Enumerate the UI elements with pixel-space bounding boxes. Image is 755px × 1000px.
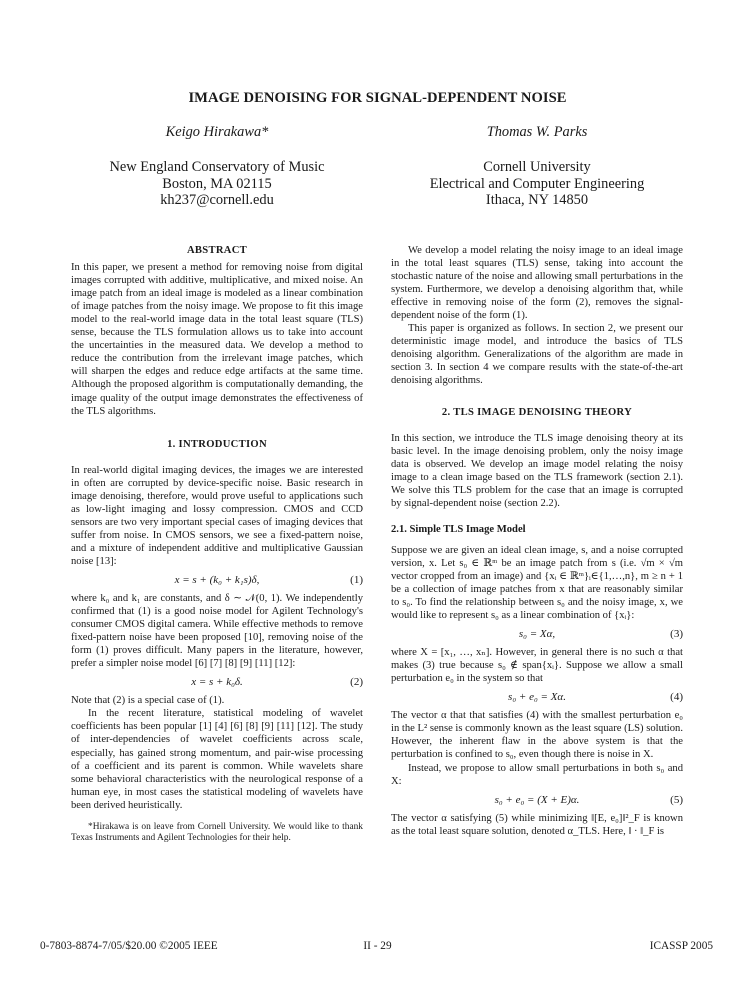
footer-page-number: II - 29 — [363, 940, 392, 952]
footer-copyright: 0-7803-8874-7/05/$20.00 ©2005 IEEE — [40, 940, 218, 952]
subsection-2-1-paragraph-3: The vector α that that satisfies (4) with the smallest perturbation e₀ in the L² sense is commonly known as the least square (LS) solution. However, the inherent flaw in the above system is that the perturbation is confined to s₀, even though there is noise in X. — [391, 710, 683, 761]
affiliation-line: Ithaca, NY 14850 — [485, 192, 589, 208]
equation-2-body: x = s + k₀δ. — [191, 676, 243, 689]
equation-4-body: s₀ + e₀ = Xα. — [508, 691, 566, 704]
author-email: kh237@cornell.edu — [160, 192, 274, 208]
affiliation-line: New England Conservatory of Music — [109, 159, 325, 175]
right-column — [391, 244, 683, 838]
equation-2 — [71, 676, 363, 689]
equation-5 — [391, 794, 683, 807]
affiliation-line: Electrical and Computer Engineering — [429, 175, 645, 192]
section-heading-introduction: 1. INTRODUCTION — [167, 438, 267, 450]
section-2-paragraph-1: In this section, we introduce the TLS image denoising theory at its basic level. In the image denoising problem, only the noisy image data is observed. We develop an image model relating the noisy image to a clean image based on the TLS framework (section 2.1). We solve this TLS problem for the case that an image is corrupted by signal-dependent noise (section 2.2). — [391, 432, 683, 509]
paper-title: IMAGE DENOISING FOR SIGNAL-DEPENDENT NOISE — [188, 90, 567, 106]
abstract-text: In this paper, we present a method for removing noise from digital images corrupted with additive, multiplicative, and mixed noise. An image patch from an ideal image is modeled as a linear combination of image patches from the noisy image. We propose to fit this image model to the real-world image data in the total least square (TLS) sense, because the TLS formulation allows us to take into account the uncertainties in the measured data. We develop a method to reduce the contribution from the irrelevant image patches, which will sharpen the edges and reduce edge artifacts at the same time. Although the proposed algorithm is computationally demanding, the image quality of the output image demonstrates the effectiveness of the TLS algorithms. — [71, 262, 363, 417]
footnote: *Hirakawa is on leave from Cornell University. We would like to thank Texas Instruments and Agilent Technologies for their help. — [71, 821, 363, 844]
intro-paragraph-3: Note that (2) is a special case of (1). — [71, 695, 225, 707]
author-affiliation-2 — [391, 159, 683, 209]
affiliation-line: Boston, MA 02115 — [162, 175, 272, 192]
equation-3 — [391, 628, 683, 641]
equation-4-number: (4) — [670, 691, 683, 704]
equation-5-body: s₀ + e₀ = (X + E)α. — [494, 793, 580, 806]
author-name-2: Thomas W. Parks — [486, 124, 588, 140]
equation-1 — [71, 574, 363, 587]
subsection-2-1-paragraph-2: where X = [x₁, …, xₙ]. However, in general there is no such α that makes (3) true because s₀ ∉ span{xᵢ}. Suppose we allow a small perturbation e₀ in the system so that — [391, 647, 683, 685]
author-name-1: Keigo Hirakawa* — [165, 124, 269, 140]
affiliation-line: Cornell University — [483, 159, 591, 175]
intro-paragraph-2: where k₀ and k₁ are constants, and δ ∼ 𝒩(0, 1). We independently confirmed that (1) is a good noise model for Agilent Technology's consumer CMOS digital camera. While effective methods to remove fixed-pattern noise have been proposed [10], removing noise of the form (1) proves difficult. Many papers in the literature, however, prefer a simpler noise model [6] [7] [8] [9] [11] [12]: — [71, 593, 363, 670]
equation-3-number: (3) — [670, 628, 683, 641]
equation-3-body: s₀ = Xα, — [518, 628, 556, 641]
equation-2-number: (2) — [350, 676, 363, 689]
author-affiliation-1 — [71, 159, 363, 209]
subsection-2-1-paragraph-5: The vector α satisfying (5) while minimizing ‖[E, e₀]‖²_F is known as the total least square solution, denoted α_TLS. Here, ‖ · ‖_F is — [391, 812, 683, 837]
footer-conference: ICASSP 2005 — [649, 940, 713, 952]
equation-1-body: x = s + (k₀ + k₁s)δ, — [174, 574, 260, 587]
intro-paragraph-4: In the recent literature, statistical modeling of wavelet coefficients has been popular [1] [4] [6] [8] [9] [11] [12]. The study of inter-dependencies of wavelet coefficients across scale, especially, has gained strong momentum, and pair-wise processing of a coefficient and its parent is common. While wavelets share some behavioral characteristics with the neurological response of a human eye, in most cases the statistical modeling of wavelets have been derived heuristically. — [71, 708, 363, 811]
subsection-heading-2-1: 2.1. Simple TLS Image Model — [391, 523, 526, 535]
subsection-2-1-paragraph-1: Suppose we are given an ideal clean image, s, and a noise corrupted version, x. Let s₀ ∈ ℝᵐ be an image patch from s (i.e. √m × √m vector cropped from an image) and {xᵢ ∈ ℝᵐ}ᵢ∈{1,…,n}, m ≥ n + 1 be a collection of image patches from x that are reasonably similar to s₀. To find the relationship between s₀ and the noisy image, x, we would like to represent s₀ as a linear combination of {xᵢ}: — [391, 544, 683, 622]
equation-5-number: (5) — [670, 793, 683, 806]
equation-4 — [391, 691, 683, 704]
section-heading-tls-theory: 2. TLS IMAGE DENOISING THEORY — [441, 406, 633, 418]
abstract-heading: ABSTRACT — [186, 245, 248, 256]
subsection-2-1-paragraph-4: Instead, we propose to allow small perturbations in both s₀ and X: — [391, 762, 683, 787]
intro-continued-paragraph-2: This paper is organized as follows. In section 2, we present our deterministic image model, and introduce the basics of TLS denoising algorithm. Generalizations of the algorithm are made in section 3. In section 4 we compare results with the state-of-the-art denoising algorithms. — [391, 323, 683, 387]
intro-paragraph-1: In real-world digital imaging devices, the images we are interested in often are corrupted by device-specific noise. Basic research in image denoising, therefore, would prove useful to applications such as low-light imaging and lossy compression. CMOS and CCD sensors are two very important special cases of imaging devices that suffer from noise. In CMOS sensors, we see a fixed-pattern noise, and a mixture of independent additive and multiplicative Gaussian noise [13]: — [71, 464, 363, 567]
left-column — [71, 244, 363, 845]
intro-continued-paragraph-1: We develop a model relating the noisy image to an ideal image in the total least squares (TLS) sense, taking into account the stochastic nature of the noise and allowing small perturbations in the system. Furthermore, we develop a denoising algorithm that, while effective in removing noise of the form (2), removes the signal-dependent noise of the form (1). — [391, 245, 683, 322]
equation-1-number: (1) — [350, 574, 363, 587]
